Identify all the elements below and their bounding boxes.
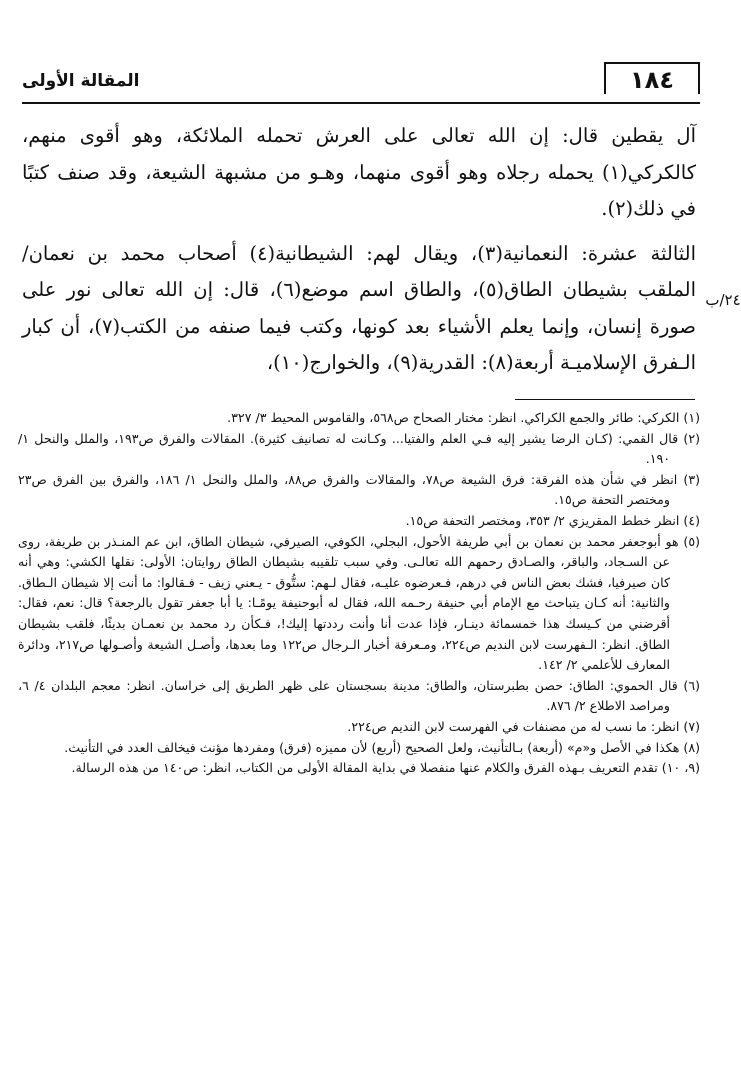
manuscript-folio-marker: ٢٤/ب (705, 291, 741, 309)
page-header (22, 58, 700, 104)
footnote-6: (٦) قال الحموي: الطاق: حصن بطبرستان، والطاق: مدينة بسجستان على ظهر الطريق إلى خراسان. انظر: معجم البلدان ٤/ ٦، ومراصد الاطلاع ٢/ ٨٧٦. (18, 677, 700, 714)
main-paragraph: الثالثة عشرة: النعمانية(٣)، ويقال لهم: الشيطانية(٤) أصحاب محمد بن نعمان/ الملقب بشيطان الطاق(٥)، والطاق اسم موضع(٦)، قال: إن الله تعالى نور على صورة إنسان، وإنما يعلم الأشياء بعد كونها، وكتب فيما صنفه من الكتب(٧)، أن كبار الـفرق الإسلاميـة أربعة(٨): القدرية(٩)، والخوارج(١٠)، (22, 241, 697, 374)
footnote-5: (٥) هو أبوجعفر محمد بن نعمان بن أبي طريفة الأحول، البجلي، الكوفي، الصيرفي، شيطان الطاق، ابن عم المنـذر بن طريفة، روى عن السـجاد، والباقر، والصـادق رحمهم الله تعالـى. وفي سبب تلقيبه بشيطان الطاق روايتان: الأولى: نقلها الكشي: وهي أنه كان صيرفيا، فشك بعض الناس في درهم، فـعرضوه عليـه، فقال لـهم: ستُّوق - يـعني زيف - فـقالوا: ما أنت إلا شيطان الـطاق. والثانية: أنه كـان يتباحث مع الإمام أبي حنيفة رحـمه الله، فقال له أبوحنيفة يومًـا: يا أبا جعفر تقول بالرجعة؟ قال: نعم، فقال: أقرضني من كـيسك هذا خمسمائة دينـار، فإذا عدت أنا وأنت رددتها إليك!، فـكأن رد محمد بن نعمـان بديئًا، فلقب بشيطان الطاق. انظر: الـفهرست لابن النديم ص٢٢٤، ومـعرفة أخبار الـرجال ص١٢٢ وما بعدها، وأصـل الشيعة وأصـولها ص٢١٧، ودائرة المعارف للأعلمي ٢/ ١٤٢. (18, 533, 700, 673)
running-title: المقالة الأولى (22, 71, 140, 91)
footnote-4: (٤) انظر خطط المقريزي ٢/ ٣٥٣، ومختصر التحفة ص١٥. (405, 512, 700, 528)
footnote-divider (515, 399, 695, 400)
main-text (22, 118, 696, 382)
footnote-8: (٨) هكذا في الأصل و«م» (أربعة) بـالتأنيث، ولعل الصحيح (أربع) لأن مميزه (فرق) ومفردها مؤنث فيخالف العدد في التأنيث. (64, 739, 700, 755)
footnote-9-10: (٩، ١٠) تقدم التعريف بـهذه الفرق والكلام عنها منفصلا في بداية المقالة الأولى من الكتاب، انظر: ص١٤٠ من هذه الرسالة. (71, 760, 700, 776)
main-paragraph: آل يقطين قال: إن الله تعالى على العرش تحمله الملائكة، وهو أقوى منهم، كالكركي(١) يحمله رجلاه وهو أقوى منهما، وهـو من مشبهة الشيعة، وقد صنف كتبًا في ذلك(٢). (22, 124, 696, 220)
footnote-2: (٢) قال القمي: (كـان الرضا يشير إليه فـي العلم والفتيا... وكـانت له تصانيف كثيرة). المقالات والفرق ص١٩٣، والملل والنحل ١/ ١٩٠. (18, 430, 700, 467)
footnote-7: (٧) انظر: ما نسب له من مصنفات في الفهرست لابن النديم ص٢٢٤. (347, 718, 700, 734)
footnote-3: (٣) انظر في شأن هذه الفرقة: فرق الشيعة ص٧٨، والمقالات والفرق ص٨٨، والملل والنحل ١/ ١٨٦، والفرق بين الفرق ص٢٣ ومختصر التحفة ص١٥. (18, 471, 701, 508)
footnotes (18, 408, 700, 779)
footnote-1: (١) الكركي: طائر والجمع الكراكي. انظر: مختار الصحاح ص٥٦٨، والقاموس المحيط ٣/ ٣٢٧. (227, 410, 700, 425)
page-number: ١٨٤ (604, 62, 700, 94)
